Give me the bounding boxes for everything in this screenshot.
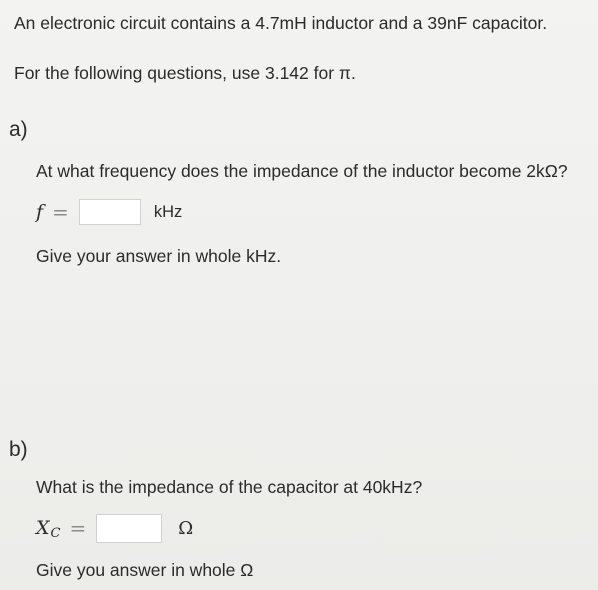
part-b-hint: Give you answer in whole Ω: [36, 560, 254, 580]
part-a-hint: Give your answer in whole kHz.: [36, 246, 282, 266]
frequency-answer-input[interactable]: [79, 199, 141, 225]
part-a-label: a): [9, 118, 28, 141]
part-b-label: b): [9, 438, 28, 461]
intro-text-pi: For the following questions, use 3.142 for π.: [14, 63, 356, 83]
equals-sign: =: [52, 200, 69, 224]
impedance-unit: Ω: [178, 517, 194, 539]
reactance-variable: X: [36, 517, 50, 539]
reactance-subscript: C: [50, 525, 61, 541]
equals-sign: =: [69, 516, 87, 540]
part-a-answer-row: [36, 197, 182, 227]
frequency-unit: kHz: [153, 202, 183, 221]
part-a-question: At what frequency does the impedance of the inductor become 2kΩ?: [36, 161, 568, 181]
intro-text-circuit: An electronic circuit contains a 4.7mH inductor and a 39nF capacitor.: [14, 13, 548, 33]
part-b-answer-row: [36, 511, 193, 545]
frequency-variable: f: [36, 201, 44, 223]
impedance-answer-input[interactable]: [96, 514, 162, 543]
part-b-question: What is the impedance of the capacitor at 40kHz?: [36, 477, 423, 497]
